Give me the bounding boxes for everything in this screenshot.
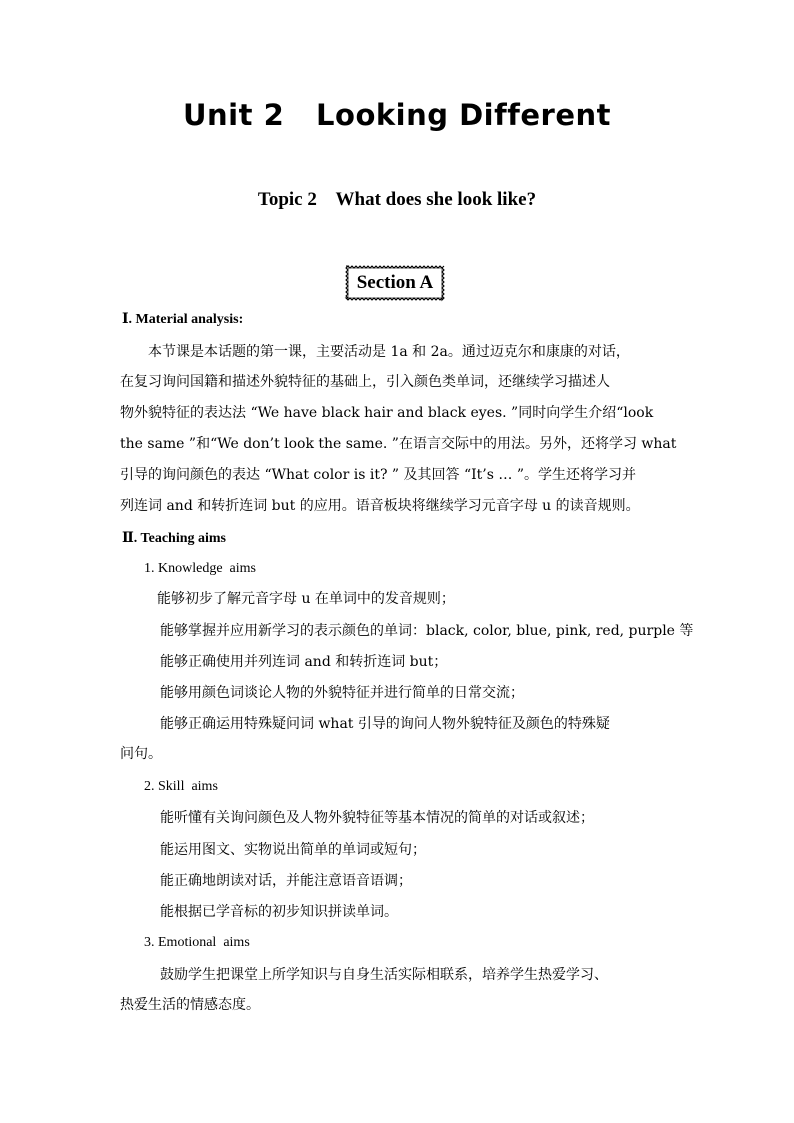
paragraph-line: 物外貌特征的表达法 “We have black hair and black eyes. ”同时向学生介绍“look xyxy=(120,405,654,421)
paragraph-line: 在复习询问国籍和描述外貌特征的基础上，引入颜色类单词，还继续学习描述人 xyxy=(120,374,610,390)
skill-aims-label: 2. Skill aims xyxy=(144,779,218,794)
paragraph-line: 引导的询问颜色的表达 “What color is it? ” 及其回答 “It’s … ”。学生还将学习并 xyxy=(120,467,636,483)
aim-item: 问句。 xyxy=(120,746,162,762)
knowledge-aims-label: 1. Knowledge aims xyxy=(144,561,256,576)
unit-title: Unit 2 Looking Different xyxy=(182,98,611,132)
aim-item: 热爱生活的情感态度。 xyxy=(120,997,260,1013)
aim-item: 能够正确运用特殊疑问词 what 引导的询问人物外貌特征及颜色的特殊疑 xyxy=(160,716,610,732)
aim-item: 能根据已学音标的初步知识拼读单词。 xyxy=(160,904,398,920)
aim-item: 能运用图文、实物说出简单的单词或短句； xyxy=(160,842,426,858)
section-badge xyxy=(344,264,446,302)
topic-title: Topic 2 What does she look like? xyxy=(257,189,537,210)
aim-item: 能够掌握并应用新学习的表示颜色的单词：black, color, blue, pink, red, purple 等 xyxy=(160,623,694,639)
emotional-aims-label: 3. Emotional aims xyxy=(144,935,250,950)
material-analysis-heading: Ⅰ. Material analysis: xyxy=(122,312,244,327)
paragraph-line: 本节课是本话题的第一课，主要活动是 1a 和 2a。通过迈克尔和康康的对话， xyxy=(148,344,630,360)
teaching-aims-heading: Ⅱ. Teaching aims xyxy=(122,531,226,546)
aim-item: 能够初步了解元音字母 u 在单词中的发音规则； xyxy=(157,591,455,607)
aim-item: 能听懂有关询问颜色及人物外貌特征等基本情况的简单的对话或叙述； xyxy=(160,810,594,826)
aim-item: 能够用颜色词谈论人物的外貌特征并进行简单的日常交流； xyxy=(160,685,524,701)
paragraph-line: the same ”和“We don’t look the same. ”在语言交际中的用法。另外，还将学习 what xyxy=(120,436,677,452)
paragraph-line: 列连词 and 和转折连词 but 的应用。语音板块将继续学习元音字母 u 的读音规则。 xyxy=(120,498,640,514)
section-label: Section A xyxy=(356,272,434,293)
aim-item: 能够正确使用并列连词 and 和转折连词 but； xyxy=(160,654,448,670)
aim-item: 能正确地朗读对话，并能注意语音语调； xyxy=(160,873,412,889)
aim-item: 鼓励学生把课堂上所学知识与自身生活实际相联系，培养学生热爱学习、 xyxy=(160,967,608,983)
